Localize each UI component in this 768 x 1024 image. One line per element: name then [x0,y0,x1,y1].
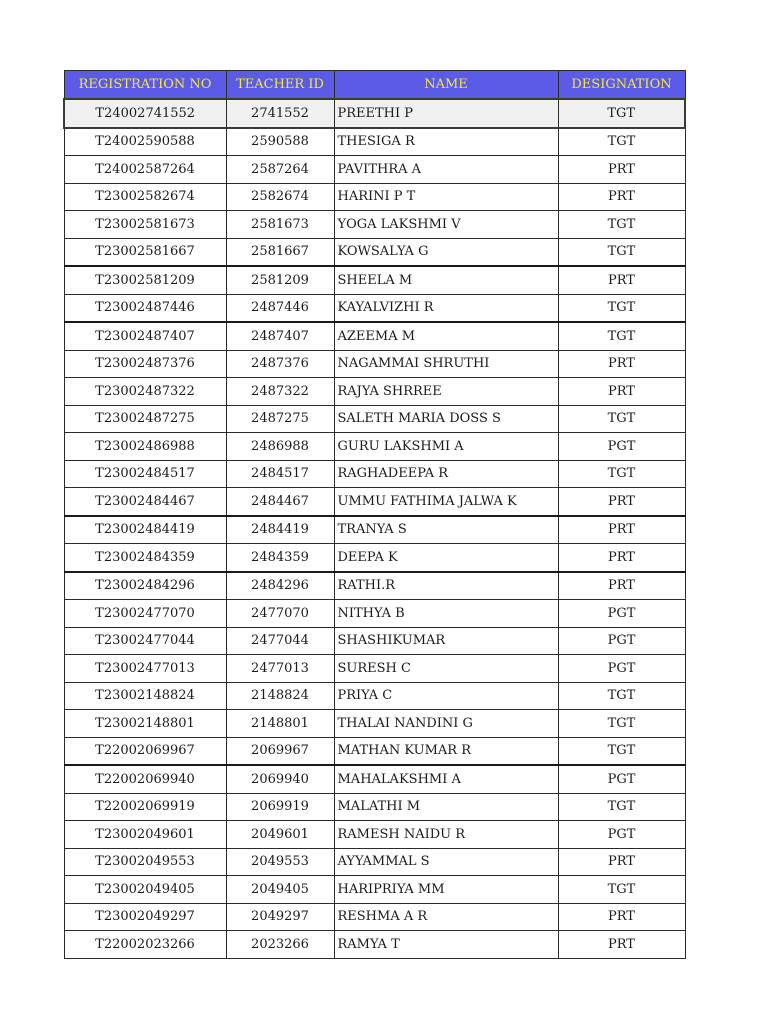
table-row[interactable] [64,322,685,350]
cell-teacher-id[interactable]: 2581673 [226,211,334,239]
cell-registration-no[interactable]: T23002582674 [64,183,226,211]
table-row[interactable] [64,99,685,128]
table-row[interactable] [64,183,685,211]
cell-registration-no[interactable]: T23002484517 [64,460,226,488]
cell-registration-no[interactable]: T23002487322 [64,378,226,406]
cell-registration-no[interactable]: T23002581673 [64,211,226,239]
cell-name[interactable]: HARINI P T [334,183,558,211]
cell-teacher-id[interactable]: 2148801 [226,710,334,738]
cell-teacher-id[interactable]: 2487275 [226,405,334,433]
cell-teacher-id[interactable]: 2590588 [226,128,334,156]
cell-name[interactable]: AYYAMMAL S [334,848,558,876]
table-row[interactable] [64,765,685,793]
cell-name[interactable]: SURESH C [334,655,558,683]
cell-name[interactable]: HARIPRIYA MM [334,876,558,904]
cell-designation[interactable]: PGT [558,821,685,849]
cell-name[interactable]: THESIGA R [334,128,558,156]
table-row[interactable] [64,238,685,266]
cell-registration-no[interactable]: T23002049601 [64,821,226,849]
cell-name[interactable]: GURU LAKSHMI A [334,433,558,461]
cell-registration-no[interactable]: T23002487376 [64,350,226,378]
cell-teacher-id[interactable]: 2477013 [226,655,334,683]
cell-registration-no[interactable]: T22002069919 [64,793,226,821]
cell-name[interactable]: DEEPA K [334,544,558,572]
cell-name[interactable]: RAMYA T [334,931,558,959]
cell-designation[interactable]: PRT [558,183,685,211]
table-row[interactable] [64,460,685,488]
cell-registration-no[interactable]: T23002049553 [64,848,226,876]
cell-designation[interactable]: TGT [558,737,685,765]
cell-designation[interactable]: TGT [558,211,685,239]
cell-teacher-id[interactable]: 2487407 [226,322,334,350]
cell-name[interactable]: SHASHIKUMAR [334,627,558,655]
cell-registration-no[interactable]: T23002484296 [64,572,226,600]
cell-name[interactable]: MALATHI M [334,793,558,821]
cell-name[interactable]: MAHALAKSHMI A [334,765,558,793]
table-row[interactable] [64,378,685,406]
cell-designation[interactable]: TGT [558,238,685,266]
cell-registration-no[interactable]: T24002741552 [64,99,226,128]
cell-name[interactable]: PRIYA C [334,682,558,710]
cell-designation[interactable]: PGT [558,765,685,793]
cell-designation[interactable]: PGT [558,600,685,628]
cell-teacher-id[interactable]: 2069919 [226,793,334,821]
cell-teacher-id[interactable]: 2484419 [226,516,334,544]
cell-designation[interactable]: PRT [558,350,685,378]
cell-teacher-id[interactable]: 2023266 [226,931,334,959]
teacher-table [63,70,686,959]
table-row[interactable] [64,710,685,738]
cell-teacher-id[interactable]: 2477044 [226,627,334,655]
table-row[interactable] [64,821,685,849]
cell-designation[interactable]: PRT [558,848,685,876]
cell-registration-no[interactable]: T23002486988 [64,433,226,461]
cell-teacher-id[interactable]: 2049601 [226,821,334,849]
cell-registration-no[interactable]: T23002477070 [64,600,226,628]
cell-designation[interactable]: PRT [558,516,685,544]
table-row[interactable] [64,266,685,294]
table-row[interactable] [64,931,685,959]
cell-name[interactable]: NITHYA B [334,600,558,628]
cell-teacher-id[interactable]: 2581667 [226,238,334,266]
cell-name[interactable]: YOGA LAKSHMI V [334,211,558,239]
cell-name[interactable]: PAVITHRA A [334,156,558,184]
cell-designation[interactable]: PGT [558,433,685,461]
cell-designation[interactable]: TGT [558,405,685,433]
cell-name[interactable]: RAMESH NAIDU R [334,821,558,849]
cell-designation[interactable]: PGT [558,655,685,683]
cell-name[interactable]: NAGAMMAI SHRUTHI [334,350,558,378]
cell-designation[interactable]: PRT [558,572,685,600]
cell-registration-no[interactable]: T23002049405 [64,876,226,904]
cell-teacher-id[interactable]: 2148824 [226,682,334,710]
cell-teacher-id[interactable]: 2049405 [226,876,334,904]
table-row[interactable] [64,572,685,600]
cell-designation[interactable]: TGT [558,710,685,738]
table-row[interactable] [64,876,685,904]
table-row[interactable] [64,128,685,156]
header-designation[interactable]: DESIGNATION [558,71,685,100]
table-row[interactable] [64,627,685,655]
cell-teacher-id[interactable]: 2484517 [226,460,334,488]
cell-teacher-id[interactable]: 2484359 [226,544,334,572]
cell-registration-no[interactable]: T23002477013 [64,655,226,683]
cell-name[interactable]: RATHI.R [334,572,558,600]
cell-designation[interactable]: TGT [558,294,685,322]
cell-designation[interactable]: TGT [558,793,685,821]
cell-registration-no[interactable]: T23002581667 [64,238,226,266]
cell-designation[interactable]: TGT [558,128,685,156]
cell-name[interactable]: RESHMA A R [334,903,558,931]
table-row[interactable] [64,350,685,378]
header-name[interactable]: NAME [334,71,558,100]
cell-registration-no[interactable]: T23002484359 [64,544,226,572]
cell-registration-no[interactable]: T24002590588 [64,128,226,156]
table-row[interactable] [64,600,685,628]
table-row[interactable] [64,211,685,239]
cell-name[interactable]: KAYALVIZHI R [334,294,558,322]
cell-name[interactable]: PREETHI P [334,99,558,128]
table-row[interactable] [64,433,685,461]
cell-teacher-id[interactable]: 2741552 [226,99,334,128]
cell-registration-no[interactable]: T23002148801 [64,710,226,738]
cell-name[interactable]: SALETH MARIA DOSS S [334,405,558,433]
cell-registration-no[interactable]: T22002023266 [64,931,226,959]
cell-teacher-id[interactable]: 2484467 [226,488,334,516]
table-row[interactable] [64,488,685,516]
cell-registration-no[interactable]: T23002487407 [64,322,226,350]
table-row[interactable] [64,516,685,544]
table-row[interactable] [64,737,685,765]
header-registration-no[interactable]: REGISTRATION NO [64,71,226,100]
table-row[interactable] [64,655,685,683]
cell-name[interactable]: MATHAN KUMAR R [334,737,558,765]
cell-name[interactable]: SHEELA M [334,266,558,294]
cell-teacher-id[interactable]: 2582674 [226,183,334,211]
cell-teacher-id[interactable]: 2069940 [226,765,334,793]
cell-designation[interactable]: PRT [558,931,685,959]
cell-name[interactable]: THALAI NANDINI G [334,710,558,738]
header-row [64,71,685,100]
cell-registration-no[interactable]: T23002487275 [64,405,226,433]
cell-registration-no[interactable]: T23002148824 [64,682,226,710]
table-row[interactable] [64,793,685,821]
cell-registration-no[interactable]: T22002069967 [64,737,226,765]
cell-registration-no[interactable]: T24002587264 [64,156,226,184]
cell-teacher-id[interactable]: 2487322 [226,378,334,406]
cell-teacher-id[interactable]: 2486988 [226,433,334,461]
cell-teacher-id[interactable]: 2587264 [226,156,334,184]
cell-designation[interactable]: TGT [558,99,685,128]
cell-teacher-id[interactable]: 2049297 [226,903,334,931]
cell-designation[interactable]: TGT [558,322,685,350]
cell-name[interactable]: TRANYA S [334,516,558,544]
cell-designation[interactable]: PRT [558,266,685,294]
cell-name[interactable]: AZEEMA M [334,322,558,350]
cell-teacher-id[interactable]: 2487376 [226,350,334,378]
table-body [64,99,685,958]
cell-designation[interactable]: PRT [558,378,685,406]
cell-registration-no[interactable]: T23002581209 [64,266,226,294]
header-teacher-id[interactable]: TEACHER ID [226,71,334,100]
cell-designation[interactable]: PRT [558,544,685,572]
cell-registration-no[interactable]: T23002477044 [64,627,226,655]
cell-designation[interactable]: PRT [558,903,685,931]
cell-designation[interactable]: PGT [558,627,685,655]
cell-designation[interactable]: PRT [558,488,685,516]
cell-teacher-id[interactable]: 2477070 [226,600,334,628]
cell-teacher-id[interactable]: 2581209 [226,266,334,294]
table-row[interactable] [64,848,685,876]
cell-designation[interactable]: TGT [558,460,685,488]
cell-registration-no[interactable]: T22002069940 [64,765,226,793]
table-row[interactable] [64,903,685,931]
cell-designation[interactable]: TGT [558,876,685,904]
table-row[interactable] [64,156,685,184]
cell-designation[interactable]: PRT [558,156,685,184]
cell-teacher-id[interactable]: 2069967 [226,737,334,765]
cell-registration-no[interactable]: T23002049297 [64,903,226,931]
cell-designation[interactable]: TGT [558,682,685,710]
cell-name[interactable]: UMMU FATHIMA JALWA K [334,488,558,516]
cell-teacher-id[interactable]: 2484296 [226,572,334,600]
cell-registration-no[interactable]: T23002484419 [64,516,226,544]
cell-registration-no[interactable]: T23002484467 [64,488,226,516]
cell-teacher-id[interactable]: 2049553 [226,848,334,876]
table-row[interactable] [64,405,685,433]
table-row[interactable] [64,294,685,322]
cell-name[interactable]: RAGHADEEPA R [334,460,558,488]
cell-registration-no[interactable]: T23002487446 [64,294,226,322]
cell-name[interactable]: RAJYA SHRREE [334,378,558,406]
table-row[interactable] [64,682,685,710]
cell-name[interactable]: KOWSALYA G [334,238,558,266]
cell-teacher-id[interactable]: 2487446 [226,294,334,322]
table-row[interactable] [64,544,685,572]
